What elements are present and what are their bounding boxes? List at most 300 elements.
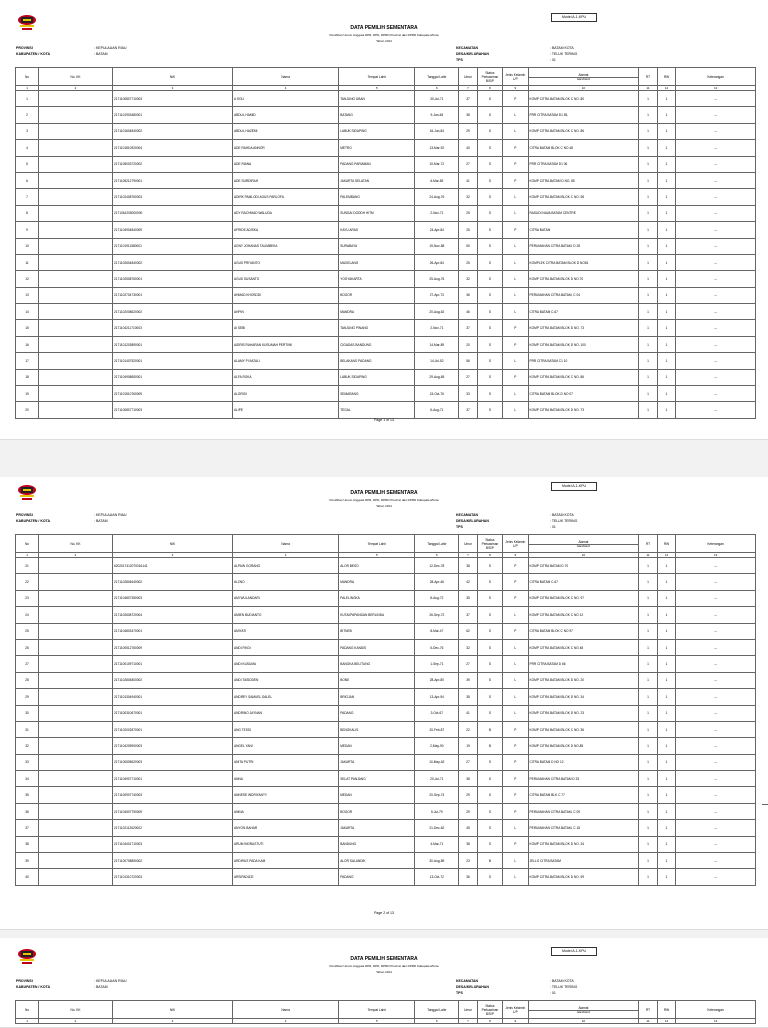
row-rw: 1 [657,123,675,139]
col-nik-header: NIK [112,68,232,86]
model-label: Model A-1-KPU [551,13,597,22]
row-rw: 1 [657,869,675,885]
row-number: 31 [16,721,39,737]
row-rw: 1 [657,803,675,819]
col-rw-header: RW [657,68,675,86]
desa-label: DESA/KELURAHAN [456,985,489,989]
desa-label: DESA/KELURAHAN [456,519,489,523]
row-jenis-kelamin: L [503,869,528,885]
row-umur: 38 [459,836,477,852]
row-status: B [477,721,502,737]
row-alamat: KOMP CITRA BATAM BLOK D NO.70 [528,271,639,287]
row-jenis-kelamin: P [503,738,528,754]
column-number: 7 [459,1019,477,1024]
row-umur: 38 [459,771,477,787]
row-rt: 1 [639,271,657,287]
column-number: 2 [39,553,113,558]
column-number: 6 [415,1019,459,1024]
row-jenis-kelamin: L [503,656,528,672]
row-tanggal-lahir: 28-Apr-80 [415,672,459,688]
row-nik: 2171104807350003 [112,590,232,606]
row-tempat-lahir: TANJUNG UBAN [339,91,415,107]
row-tanggal-lahir: 27-Apr-73 [415,287,459,303]
table-row [16,574,756,590]
row-keterangan: --- [676,738,756,754]
row-nama: ANG TESSI [233,721,339,737]
row-keterangan: --- [676,721,756,737]
row-jenis-kelamin: L [503,689,528,705]
row-umur: 46 [459,304,477,320]
row-rw: 1 [657,238,675,254]
row-alamat: CITRA BATAM D NO 12 [528,754,639,770]
model-label: Model A-1-KPU [551,482,597,491]
row-jenis-kelamin: L [503,672,528,688]
table-row [16,189,756,205]
row-status: B [477,738,502,754]
row-umur: 33 [459,386,477,402]
row-status: S [477,254,502,270]
page-divider-line [762,804,768,805]
document-title: DATA PEMILIH SEMENTARA [350,956,418,962]
row-status: S [477,189,502,205]
row-keterangan: --- [676,672,756,688]
row-rt: 1 [639,386,657,402]
row-rw: 1 [657,574,675,590]
row-jenis-kelamin: L [503,353,528,369]
row-status: S [477,304,502,320]
row-status: S [477,803,502,819]
table-row [16,836,756,852]
row-rw: 1 [657,738,675,754]
row-tempat-lahir: CIGADAS BANDUNG [339,336,415,352]
row-jenis-kelamin: L [503,238,528,254]
column-number: 9 [503,86,528,91]
row-tanggal-lahir: 20-Aug-62 [415,304,459,320]
row-jenis-kelamin: P [503,320,528,336]
row-tempat-lahir: PADANG [339,869,415,885]
row-nik: 2171100512760009 [112,639,232,655]
row-tanggal-lahir: 21-Dec-62 [415,820,459,836]
row-jenis-kelamin: L [503,271,528,287]
row-alamat: KOMP CITRA BATAM BLOK C NO 48 [528,639,639,655]
row-status: S [477,689,502,705]
col-umur-header: Umur [459,1001,477,1019]
row-keterangan: --- [676,590,756,606]
row-kk [39,189,113,205]
row-tempat-lahir: BENGKALIS [339,721,415,737]
row-alamat: CITRA BATAM BLOK D NO 07 [528,386,639,402]
row-jenis-kelamin: P [503,836,528,852]
kecamatan-label: KECAMATAN [456,979,479,983]
row-nama: ANITA PUTRI [233,754,339,770]
row-umur: 32 [459,271,477,287]
row-number: 13 [16,287,39,303]
row-umur: 36 [459,287,477,303]
row-nik: 2171100807710003 [112,402,232,418]
col-nama-header: Nama [233,1001,339,1019]
row-nama: AGNY JOHANAS TALIMBEKA [233,238,339,254]
row-keterangan: --- [676,803,756,819]
row-umur: 40 [459,140,477,156]
row-keterangan: --- [676,189,756,205]
row-number: 7 [16,189,39,205]
row-nik: 2171102008620002 [112,304,232,320]
row-status: B [477,853,502,869]
row-nama: ARSIPADIZZI [233,869,339,885]
row-nik: 2171101903480001 [112,107,232,123]
row-rt: 1 [639,353,657,369]
row-kk [39,705,113,721]
row-nik: 2171100505620003 [112,754,232,770]
table-row [16,254,756,270]
row-nama: ANNESE INDRIYANTY [233,787,339,803]
col-nama-header: Nama [233,68,339,86]
row-nama: ALPAIN GORANG [233,558,339,574]
row-number: 10 [16,238,39,254]
row-kk [39,738,113,754]
row-jenis-kelamin: P [503,336,528,352]
row-number: 12 [16,271,39,287]
table-row [16,721,756,737]
row-keterangan: --- [676,869,756,885]
row-status: S [477,386,502,402]
row-rt: 1 [639,803,657,819]
row-rt: 1 [639,607,657,623]
row-number: 19 [16,386,39,402]
row-rt: 1 [639,558,657,574]
row-tempat-lahir: LABUK SIDAPING [339,369,415,385]
col-alamat-header [528,535,639,553]
row-rt: 1 [639,754,657,770]
row-rw: 1 [657,853,675,869]
row-tanggal-lahir: 6-Aug-71 [415,402,459,418]
row-alamat: KOMP CITRA BATAM BLOK D NO. 73 [528,320,639,336]
row-rw: 1 [657,386,675,402]
row-alamat: CITRA BATAM BLOK C NO 48 [528,140,639,156]
row-rw: 1 [657,254,675,270]
row-alamat: KOMP CITRA BATAM BLOK C NO. 80 [528,91,639,107]
row-umur: 37 [459,607,477,623]
row-tempat-lahir: ALOR BESO [339,558,415,574]
row-rt: 1 [639,721,657,737]
row-number: 35 [16,787,39,803]
row-alamat: KOMP CITRA BATAM BLOK D NO. 20 [528,672,639,688]
voter-table [15,534,756,886]
col-tanggal-header: Tanggal Lahir [415,68,459,86]
row-status: S [477,205,502,221]
row-tanggal-lahir: 13-Oct-72 [415,869,459,885]
row-nama: ANDRINO JAYNAN [233,705,339,721]
row-jenis-kelamin: P [503,156,528,172]
row-status: S [477,353,502,369]
row-number: 20 [16,402,39,418]
row-nik: 2171100807710003 [112,91,232,107]
row-kk [39,623,113,639]
row-umur: 25 [459,205,477,221]
row-nik: 2171104205900003 [112,738,232,754]
row-nik: 2171104803470001 [112,623,232,639]
row-tempat-lahir: JAKARTA [339,820,415,836]
row-status: S [477,639,502,655]
row-alamat: CITRA BATAM BLK C 77 [528,787,639,803]
row-nama: ANDI TASIDDEN [233,672,339,688]
column-number: 7 [459,86,477,91]
row-number: 30 [16,705,39,721]
row-kk [39,672,113,688]
row-nik: 2171105212790001 [112,172,232,188]
row-kk [39,336,113,352]
row-status: S [477,222,502,238]
kabupaten-label: KABUPATEN / KOTA [16,519,51,523]
col-no-header: No [16,535,39,553]
col-tanggal-header: Tanggal Lahir [415,535,459,553]
row-tempat-lahir: BOGOR [339,803,415,819]
document-year: Tahun 2014 [376,504,392,508]
row-number: 27 [16,656,39,672]
row-kk [39,869,113,885]
row-alamat: KOMP CITRA BATAM BLOK C NO. 98 [528,189,639,205]
row-status: S [477,271,502,287]
row-nama: ALGRIDI [233,386,339,402]
row-rt: 1 [639,853,657,869]
row-kk [39,107,113,123]
row-tanggal-lahir: 25-Aug-76 [415,271,459,287]
row-tanggal-lahir: 12-Dec-78 [415,558,459,574]
row-keterangan: --- [676,402,756,418]
row-kk [39,304,113,320]
row-jenis-kelamin: L [503,402,528,418]
row-umur: 37 [459,91,477,107]
row-alamat: PERUMAHAN CITRA BATAM D 33 [528,771,639,787]
row-umur: 32 [459,639,477,655]
table-row [16,222,756,238]
row-number: 37 [16,820,39,836]
row-nama: ANGEL YANI [233,738,339,754]
row-keterangan: --- [676,205,756,221]
row-tanggal-lahir: 13-Apr-94 [415,689,459,705]
row-umur: 27 [459,156,477,172]
row-tempat-lahir: ALOR SALANDIK [339,853,415,869]
row-rw: 1 [657,836,675,852]
tps-label: TPS [456,991,463,995]
row-status: S [477,156,502,172]
row-keterangan: --- [676,607,756,623]
row-nik: 2171100310670001 [112,705,232,721]
row-nama: ARUM INDRASTUTI [233,836,339,852]
row-number: 29 [16,689,39,705]
row-number: 21 [16,558,39,574]
row-keterangan: --- [676,853,756,869]
row-umur: 23 [459,853,477,869]
row-rw: 1 [657,353,675,369]
table-row [16,590,756,606]
row-nik: 2171104904840009 [112,222,232,238]
table-row [16,156,756,172]
row-nik: 2171102408760003 [112,189,232,205]
row-number: 18 [16,369,39,385]
row-rt: 1 [639,222,657,238]
col-keterangan-header: Keterangan [676,1001,756,1019]
row-alamat: CITRA BATAM C.67 [528,574,639,590]
row-jenis-kelamin: L [503,639,528,655]
row-nik: 2171104507790009 [112,803,232,819]
row-number: 2 [16,107,39,123]
kabupaten-value: : BATAM [94,519,108,523]
row-kk [39,238,113,254]
col-tempat-header: Tempat Lahir [339,535,415,553]
row-nik: 2171102002870001 [112,721,232,737]
table-row [16,91,756,107]
row-alamat: KOMP CITRA BATAM D 70 [528,558,639,574]
row-jenis-kelamin: L [503,386,528,402]
row-umur: 39 [459,672,477,688]
row-jenis-kelamin: L [503,205,528,221]
row-tempat-lahir: JAKARTA SELATAN [339,172,415,188]
row-keterangan: --- [676,254,756,270]
row-tanggal-lahir: 5-Dec-76 [415,639,459,655]
row-nik: 2171102608720004 [112,607,232,623]
row-status: S [477,369,502,385]
row-kk [39,607,113,623]
row-status: S [477,590,502,606]
row-number: 15 [16,320,39,336]
col-alamat-header [528,1001,639,1019]
row-kk [39,254,113,270]
row-tempat-lahir: PALEMBANG [339,189,415,205]
row-nama: ALAMY PI IMZALI [233,353,339,369]
row-rw: 1 [657,672,675,688]
row-number: 38 [16,836,39,852]
column-number: 13 [676,553,756,558]
row-umur: 27 [459,754,477,770]
row-tempat-lahir: MANDRA [339,304,415,320]
row-nama: AMIEN BUDIANTO [233,607,339,623]
table-header [16,1001,756,1024]
table-row [16,787,756,803]
row-jenis-kelamin: L [503,107,528,123]
col-alamat-label: Alamat [578,539,589,544]
row-rw: 1 [657,705,675,721]
row-tanggal-lahir: 10-Mar-72 [415,156,459,172]
kecamatan-value: : BATAM KOTA [550,513,574,517]
row-rw: 1 [657,304,675,320]
document-title-block [0,956,768,975]
region-info-right [456,512,577,530]
desa-label: DESA/KELURAHAN [456,52,489,56]
row-jenis-kelamin: P [503,721,528,737]
row-status: S [477,869,502,885]
row-tempat-lahir: PADANG PARIAMAN [339,156,415,172]
col-rt-header: RT [639,535,657,553]
column-number: 11 [639,86,657,91]
table-row [16,369,756,385]
row-umur: 27 [459,656,477,672]
row-rw: 1 [657,189,675,205]
row-jenis-kelamin: L [503,189,528,205]
row-rt: 1 [639,402,657,418]
row-tempat-lahir: BRIGJAN [339,689,415,705]
row-nama: ADE RIANA [233,156,339,172]
row-umur: 38 [459,558,477,574]
col-jk-header: Jenis Kelamin L/P [503,68,528,86]
row-number: 17 [16,353,39,369]
row-status: S [477,287,502,303]
row-keterangan: --- [676,107,756,123]
row-nik: 2171100708890002 [112,853,232,869]
row-tanggal-lahir: 14-Mar-89 [415,336,459,352]
row-number: 28 [16,672,39,688]
row-tempat-lahir: PADANG [339,705,415,721]
row-nama: ADE RAHDA ANNOR [233,140,339,156]
row-kk [39,836,113,852]
row-nama: ALZNO [233,574,339,590]
row-tanggal-lahir: 26-Apr-84 [415,254,459,270]
document-title-block [0,490,768,509]
row-kk [39,689,113,705]
column-number: 7 [459,553,477,558]
row-kk [39,574,113,590]
kabupaten-value: : BATAM [94,985,108,989]
col-umur-header: Umur [459,68,477,86]
kecamatan-label: KECAMATAN [456,513,479,517]
col-kk-header: No. KK [39,1001,113,1019]
table-row [16,238,756,254]
row-rt: 1 [639,336,657,352]
document-title: DATA PEMILIH SEMENTARA [350,25,418,31]
row-tempat-lahir: YOGYAKARTA [339,271,415,287]
col-kk-header: No. KK [39,68,113,86]
row-jenis-kelamin: P [503,803,528,819]
table-row [16,304,756,320]
row-rw: 1 [657,689,675,705]
row-nik: 2171101604840002 [112,123,232,139]
row-rt: 1 [639,140,657,156]
column-number: 5 [339,86,415,91]
row-umur: 41 [459,172,477,188]
col-alamat-label: Alamat [578,72,589,77]
region-info-right [456,45,577,63]
table-row [16,336,756,352]
row-alamat: PRR CITRA BATAM D1 55, [528,107,639,123]
row-rt: 1 [639,156,657,172]
row-status: S [477,336,502,352]
row-number: 16 [16,336,39,352]
row-tanggal-lahir: 8-Mar-47 [415,623,459,639]
column-number: 11 [639,553,657,558]
row-keterangan: --- [676,140,756,156]
col-keterangan-header: Keterangan [676,68,756,86]
row-rt: 1 [639,820,657,836]
col-alamat-sublabel: Jalan/Dukuh [529,544,639,548]
row-jenis-kelamin: L [503,254,528,270]
row-alamat: CITRA BATAM BLOK C NO 97 [528,623,639,639]
row-jenis-kelamin: L [503,853,528,869]
row-nama: ARDIRUS PADA KAM [233,853,339,869]
row-number: 5 [16,156,39,172]
row-number: 14 [16,304,39,320]
row-alamat: KOMP CITRA BATAM BLOK C NO. 86 [528,369,639,385]
row-nama: AGUS PRIYANTO [233,254,339,270]
row-alamat: KOMP CITRA BATAM BLOK D NO. 73 [528,402,639,418]
row-nama: AHMAD KHOSDDI [233,287,339,303]
row-tempat-lahir: SURABAYA [339,238,415,254]
col-rw-header: RW [657,535,675,553]
row-status: S [477,705,502,721]
row-alamat: KOMP CITRA BATAM BLOK D NO. 34 [528,689,639,705]
column-number: 10 [528,1019,639,1024]
row-number: 22 [16,574,39,590]
row-tanggal-lahir: 16-Jun-84 [415,123,459,139]
